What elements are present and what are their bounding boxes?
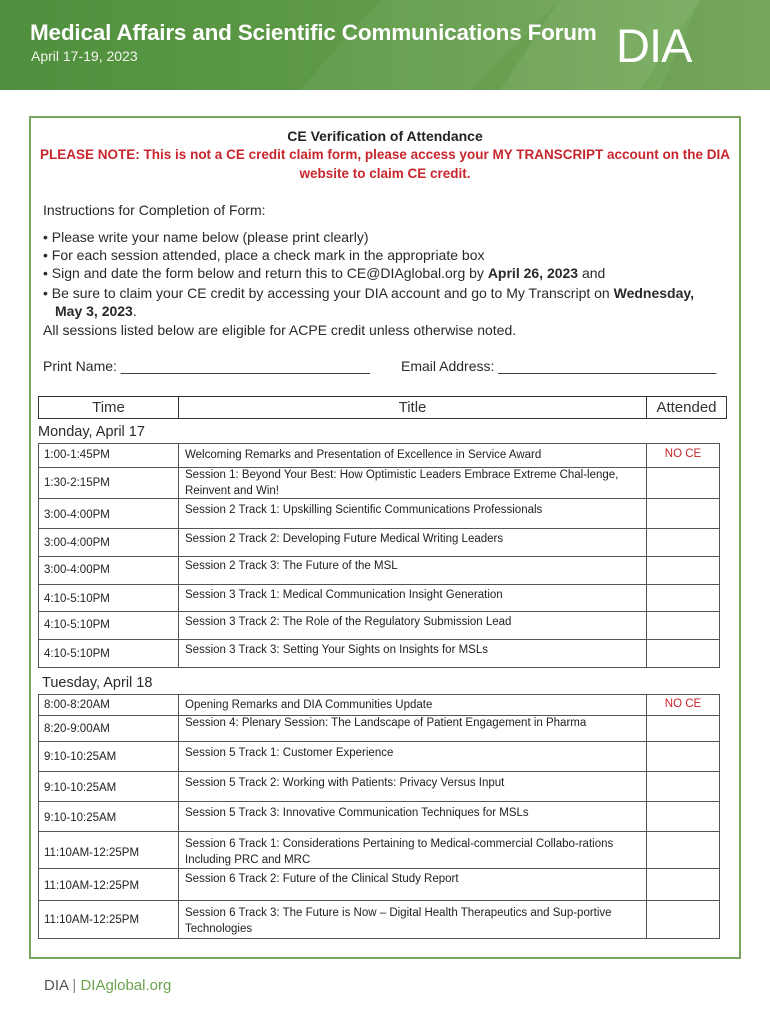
instruction-bullet-3 — [43, 265, 605, 281]
table-row — [38, 694, 720, 716]
attended-checkbox[interactable] — [646, 584, 720, 612]
session-time: 4:10-5:10PM — [44, 619, 110, 631]
header-time: Time — [38, 396, 179, 419]
header-attended: Attended — [646, 396, 727, 419]
table-row — [38, 584, 720, 612]
table-row — [38, 900, 720, 939]
attended-checkbox[interactable] — [646, 611, 720, 640]
form-title: CE Verification of Attendance — [287, 128, 483, 144]
session-time: 11:10AM-12:25PM — [44, 880, 140, 892]
session-time: 11:10AM-12:25PM — [44, 914, 140, 926]
session-time: 3:00-4:00PM — [44, 509, 110, 521]
table-row — [38, 639, 720, 668]
session-title: Session 6 Track 1: Considerations Pertaining to Medical-commercial Collabo-rations Including PRC and MRC — [185, 838, 614, 866]
attended-checkbox[interactable] — [646, 801, 720, 832]
instructions-heading: Instructions for Completion of Form: — [43, 202, 266, 218]
instruction-bullet-1: • Please write your name below (please print clearly) — [43, 229, 369, 245]
footer — [44, 977, 171, 994]
table-row — [38, 611, 720, 640]
session-title: Session 4: Plenary Session: The Landscape of Patient Engagement in Pharma — [185, 717, 587, 729]
attended-checkbox[interactable] — [646, 639, 720, 668]
session-title: Session 5 Track 3: Innovative Communication Techniques for MSLs — [185, 807, 529, 819]
table-row — [38, 556, 720, 585]
header-title: Title — [178, 396, 647, 419]
session-title: Session 3 Track 1: Medical Communication Insight Generation — [185, 589, 503, 601]
table-row — [38, 801, 720, 832]
footer-separator: | — [72, 977, 77, 994]
attended-checkbox[interactable] — [646, 498, 720, 529]
event-date: April 17-19, 2023 — [31, 48, 138, 64]
session-title: Session 1: Beyond Your Best: How Optimistic Leaders Embrace Extreme Chal-lenge, Reinvent and Win! — [185, 469, 619, 497]
session-time: 8:00-8:20AM — [44, 699, 110, 711]
table-row — [38, 715, 720, 742]
session-time: 1:00-1:45PM — [44, 449, 110, 461]
page-title: Medical Affairs and Scientific Communications Forum — [30, 20, 597, 45]
session-time: 9:10-10:25AM — [44, 812, 117, 824]
acpe-note: All sessions listed below are eligible for ACPE credit unless otherwise noted. — [43, 322, 517, 338]
bullet-3-tail: and — [578, 265, 606, 281]
session-title: Session 3 Track 3: Setting Your Sights on Insights for MSLs — [185, 644, 488, 656]
attended-checkbox[interactable] — [646, 467, 720, 499]
attended-checkbox[interactable] — [646, 868, 720, 901]
header-banner — [0, 0, 770, 90]
ce-note-line-1: PLEASE NOTE: This is not a CE credit claim form, please access your MY TRANSCRIPT account on the DIA — [40, 147, 730, 162]
dia-logo — [616, 22, 706, 66]
ce-note-line-2: website to claim CE credit. — [299, 166, 471, 181]
session-title: Session 2 Track 3: The Future of the MSL — [185, 560, 398, 572]
instruction-bullet-4-cont — [55, 303, 137, 319]
session-title: Session 2 Track 2: Developing Future Medical Writing Leaders — [185, 533, 504, 545]
print-name-field[interactable]: Print Name: ________________________________ — [43, 358, 370, 374]
no-ce-label: NO CE — [664, 698, 702, 710]
day-label-monday: Monday, April 17 — [38, 424, 145, 440]
session-time: 4:10-5:10PM — [44, 593, 110, 605]
bullet-3-text: • Sign and date the form below and return this to CE@DIAglobal.org by — [43, 265, 488, 281]
session-time: 1:30-2:15PM — [44, 477, 110, 489]
table-row — [38, 467, 720, 499]
session-time: 4:10-5:10PM — [44, 648, 110, 660]
attended-checkbox[interactable] — [646, 900, 720, 939]
bullet-4-end: . — [132, 303, 137, 319]
session-title: Session 6 Track 3: The Future is Now – Digital Health Therapeutics and Sup-portive Technologies — [185, 907, 612, 935]
session-title: Session 3 Track 2: The Role of the Regulatory Submission Lead — [185, 616, 512, 628]
claim-day: Wednesday, — [613, 285, 695, 301]
session-time: 9:10-10:25AM — [44, 782, 117, 794]
attended-checkbox[interactable] — [646, 715, 720, 742]
table-row — [38, 443, 720, 468]
day-label-tuesday: Tuesday, April 18 — [42, 675, 153, 691]
session-time: 11:10AM-12:25PM — [44, 847, 140, 859]
session-title: Opening Remarks and DIA Communities Update — [185, 699, 433, 711]
claim-date: May 3, 2023 — [55, 303, 133, 319]
table-row — [38, 831, 720, 869]
dia-logo-text: DIA — [616, 22, 692, 66]
table-row — [38, 771, 720, 802]
session-title: Welcoming Remarks and Presentation of Excellence in Service Award — [185, 449, 542, 461]
attended-box — [646, 694, 720, 716]
footer-brand: DIA — [44, 977, 69, 994]
attended-checkbox[interactable] — [646, 556, 720, 585]
no-ce-label: NO CE — [664, 448, 702, 460]
session-time: 3:00-4:00PM — [44, 537, 110, 549]
table-row — [38, 528, 720, 557]
instruction-bullet-4 — [43, 285, 694, 301]
session-title: Session 6 Track 2: Future of the Clinical Study Report — [185, 873, 459, 885]
session-time: 9:10-10:25AM — [44, 751, 117, 763]
attended-checkbox[interactable] — [646, 528, 720, 557]
session-title: Session 2 Track 1: Upskilling Scientific Communications Professionals — [185, 504, 543, 516]
bullet-4-text: • Be sure to claim your CE credit by accessing your DIA account and go to My Transcript on — [43, 285, 614, 301]
table-row — [38, 741, 720, 772]
footer-website-link[interactable]: DIAglobal.org — [80, 977, 172, 994]
email-address-field[interactable]: Email Address: ____________________________ — [401, 358, 717, 374]
session-title: Session 5 Track 2: Working with Patients: Privacy Versus Input — [185, 777, 505, 789]
session-time: 3:00-4:00PM — [44, 564, 110, 576]
return-deadline: April 26, 2023 — [487, 265, 579, 281]
table-row — [38, 868, 720, 901]
attended-checkbox[interactable] — [646, 771, 720, 802]
session-title: Session 5 Track 1: Customer Experience — [185, 747, 394, 759]
table-row — [38, 498, 720, 529]
attended-box — [646, 443, 720, 468]
attended-checkbox[interactable] — [646, 831, 720, 869]
session-time: 8:20-9:00AM — [44, 723, 110, 735]
attended-checkbox[interactable] — [646, 741, 720, 772]
instruction-bullet-2: • For each session attended, place a check mark in the appropriate box — [43, 247, 485, 263]
